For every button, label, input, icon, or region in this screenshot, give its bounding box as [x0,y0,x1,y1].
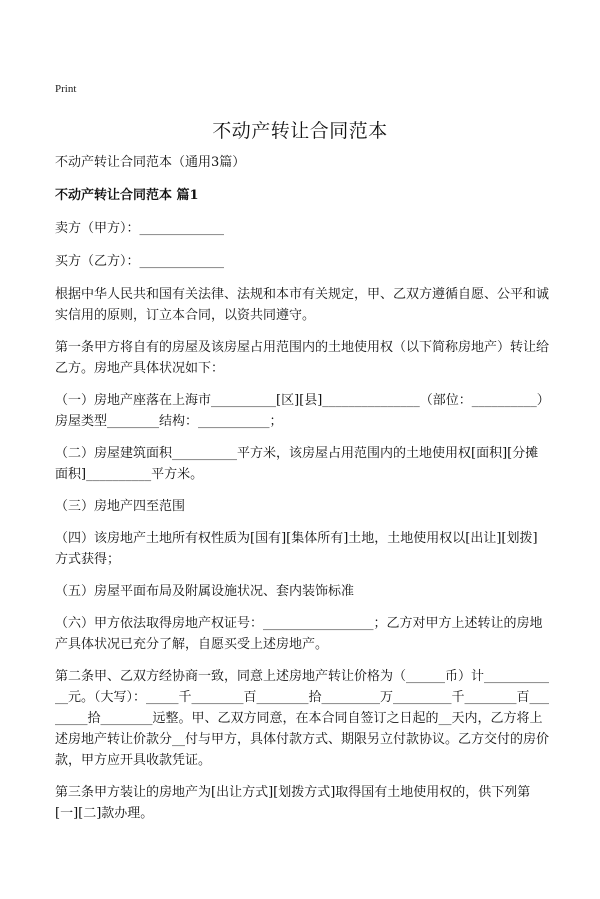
paragraph-item-6: （六）甲方依法取得房地产权证号：_________________；乙方对甲方上述转让的房地产具体状况已充分了解，自愿买受上述房地产。 [55,616,543,652]
paragraph-item-5: （五）房屋平面布局及附属设施状况、套内装饰标准 [55,584,355,599]
seller-line: 卖方（甲方）：_____________ [55,221,225,236]
document-title: 不动产转让合同范本 [212,120,388,142]
paragraph-article-2: 第二条甲、乙双方经协商一致，同意上述房地产转让价格为（______币）计____________元。（大写）：_____千________百________拾_________万_________千________百________拾________远整。甲、乙双方同意，在本合同自签订之日起的__天内，乙方将上述房地产转让价款分__付与甲方，具体付款方式、期限另立付款协议。乙方交付的房价款，甲方应开具收款凭证。 [55,669,550,768]
paragraph-item-3: （三）房地产四至范围 [55,499,186,514]
paragraph-article-1: 第一条甲方将自有的房屋及该房屋占用范围内的土地使用权（以下简称房地产）转让给乙方。房地产具体状况如下： [55,340,550,376]
paragraph-item-1: （一）房地产座落在上海市__________[区][县]_______________（部位：__________）房屋类型________结构：___________； [55,393,550,429]
document-body [55,152,550,835]
buyer-line: 买方（乙方）：_____________ [55,254,225,269]
paragraph-item-4: （四）该房地产土地所有权性质为[国有][集体所有]土地，土地使用权以[出让][划拨]方式获得； [55,531,538,567]
paragraph-intro: 根据中华人民共和国有关法律、法规和本市有关规定，甲、乙双方遵循自愿、公平和诚实信用的原则，订立本合同，以资共同遵守。 [55,287,550,323]
section-heading: 不动产转让合同范本 篇1 [55,188,199,203]
document-subtitle: 不动产转让合同范本（通用3篇） [55,155,246,170]
paragraph-article-3: 第三条甲方装让的房地产为[出让方式][划拨方式]取得国有土地使用权的，供下列第[一][二]款办理。 [55,785,531,821]
print-label: Print [55,83,77,95]
paragraph-item-2: （二）房屋建筑面积__________平方米，该房屋占用范围内的土地使用权[面积][分摊面积]__________平方米。 [55,446,539,482]
